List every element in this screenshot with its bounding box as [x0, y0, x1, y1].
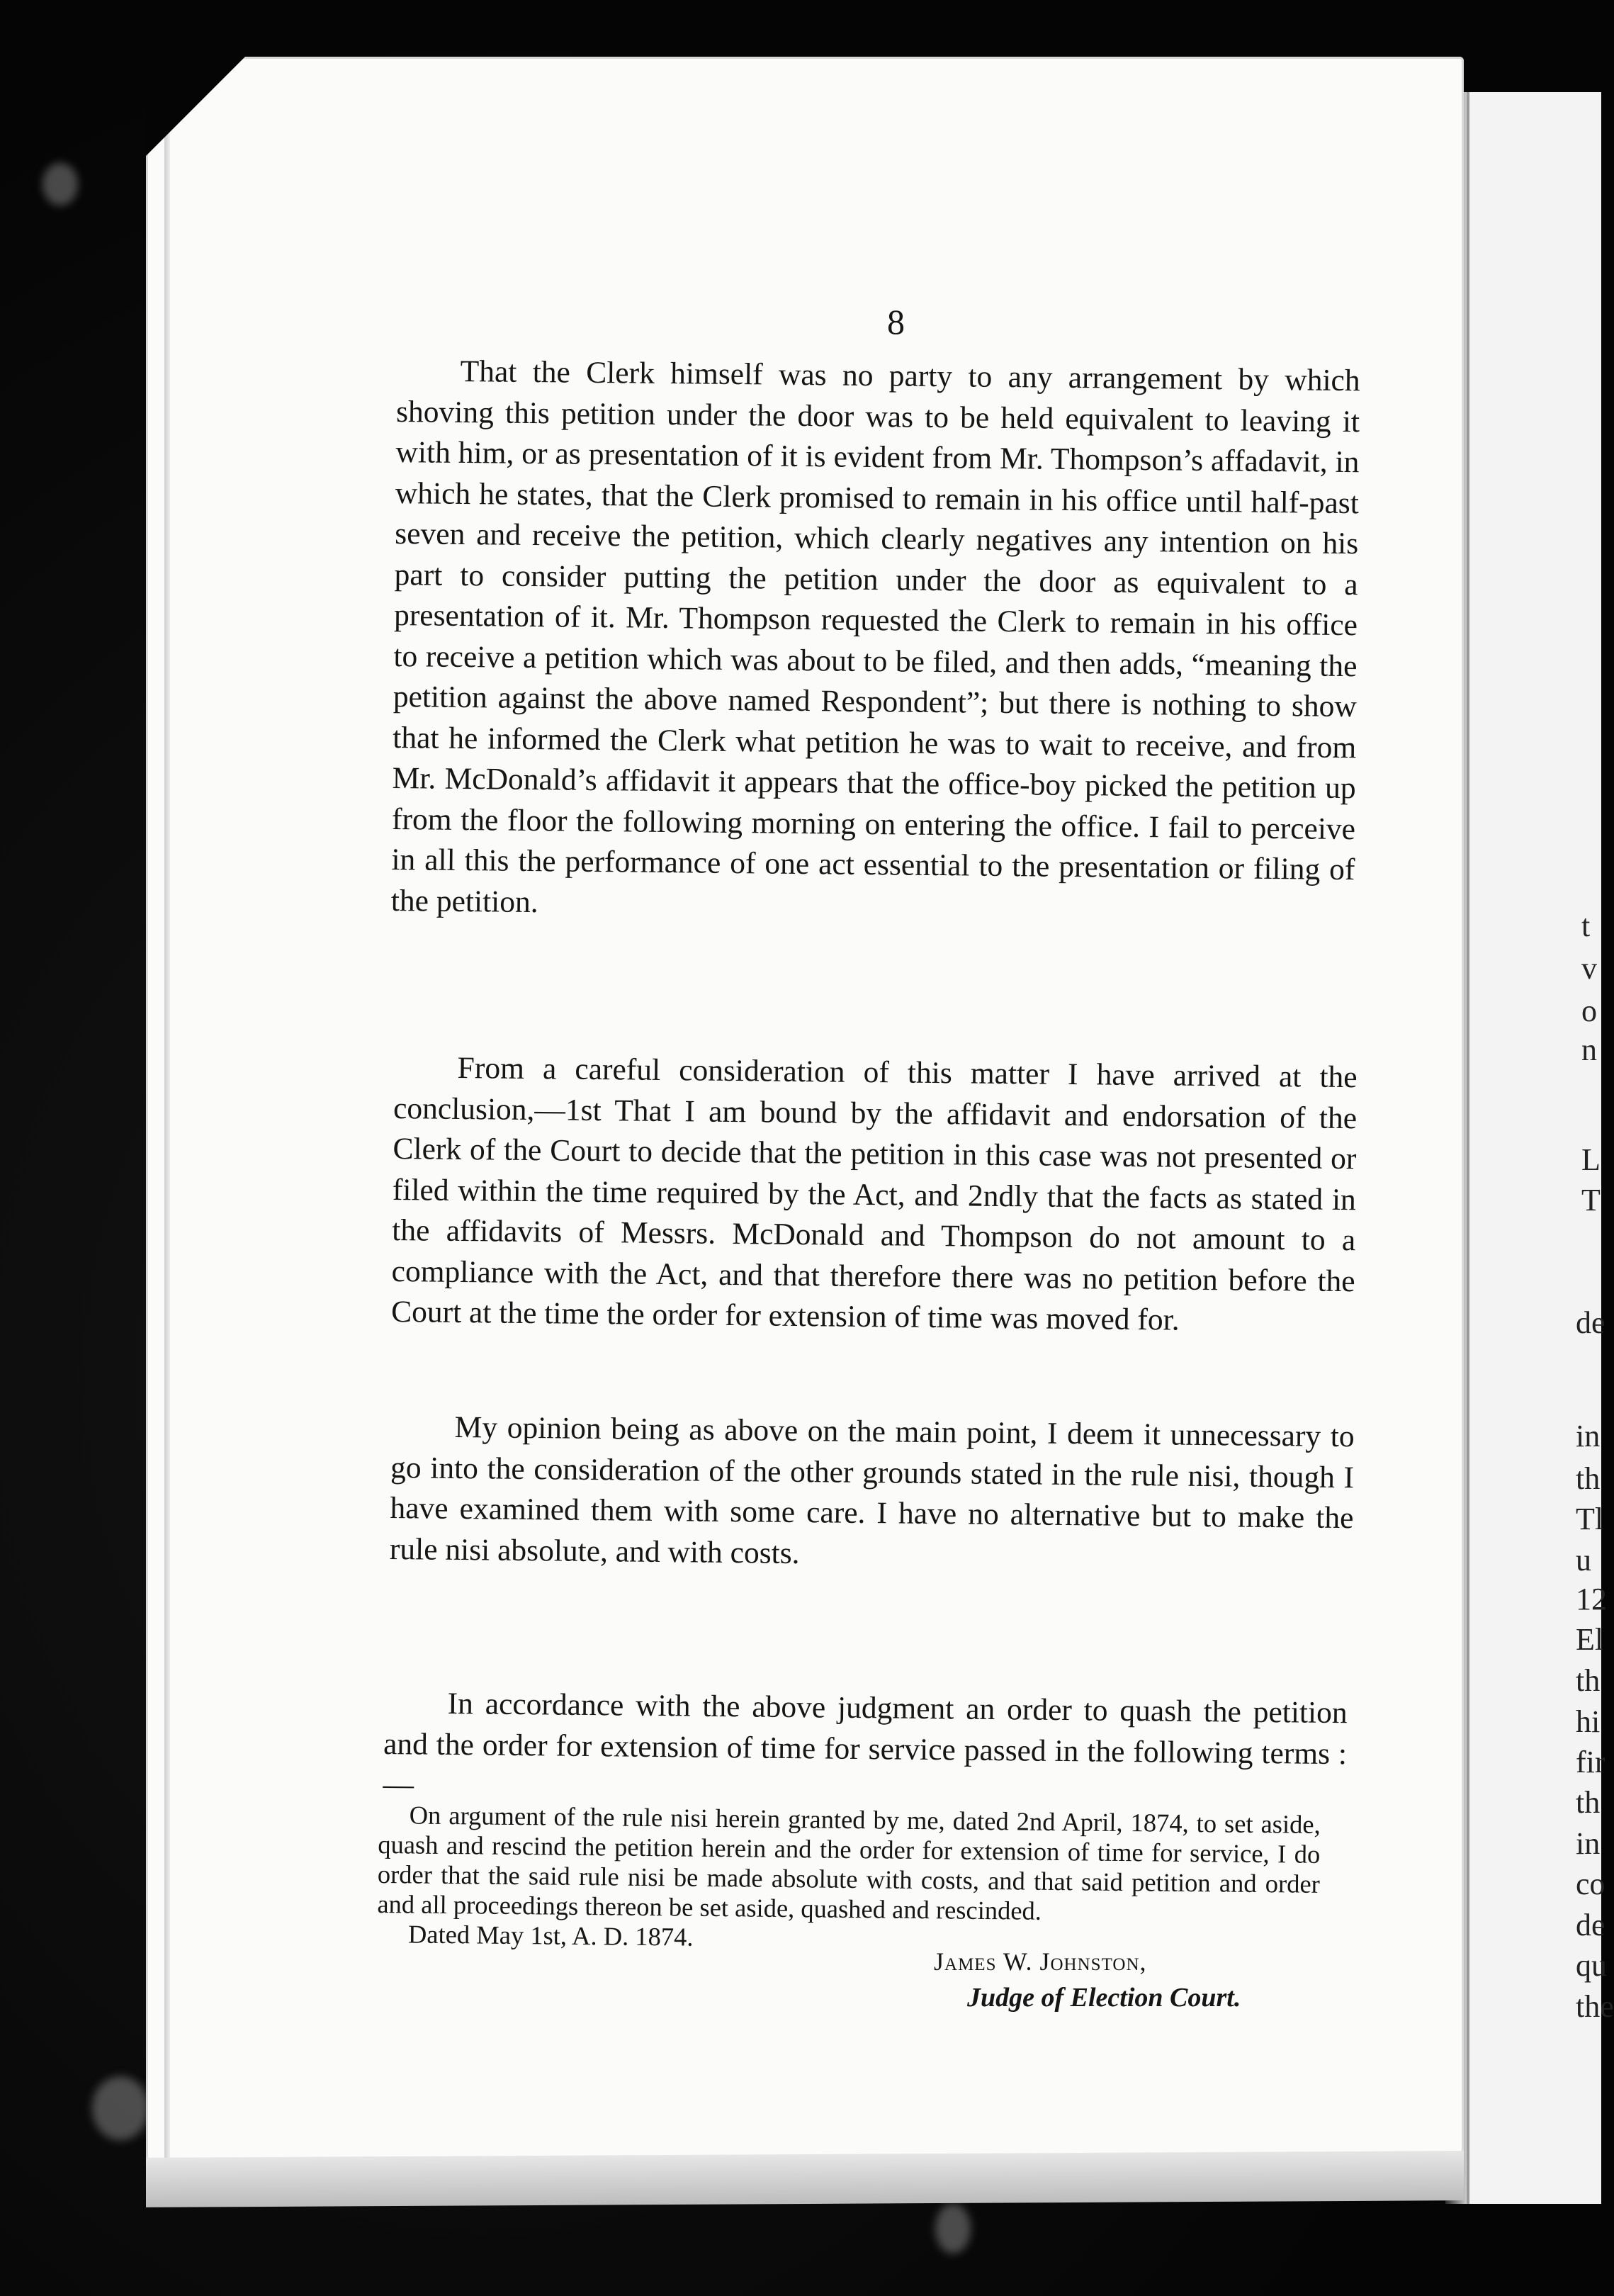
adjacent-page-text: El: [1576, 1622, 1604, 1657]
order-text: On argument of the rule nisi herein granted by me, dated 2nd April, 1874, to set aside, quash and rescind the petition herein and the order for extension of time for service, I do order that the said rule nisi be made absolute with costs, and that said petition and order and all proceedings thereon be set aside, quashed and rescinded.: [377, 1800, 1321, 1925]
paragraph-accordance: [383, 1683, 1348, 1816]
adjacent-page-text: the: [1576, 1989, 1614, 2024]
court-order: [377, 1800, 1321, 1959]
adjacent-page-text: o: [1581, 994, 1597, 1028]
paragraph-text: That the Clerk himself was no party to any arrangement by which shoving this petition under the door was to be held equivalent to leaving it with him, or as presentation of it is evident from Mr. Thompson’s affadavit, in which he states, that the Clerk promised to remain in his office until half-past seven and receive the petition, which clearly negatives any intention on his part to consider putting the petition under the door as equivalent to a presentation of it. Mr. Thompson requested the Clerk to remain in his office to receive a petition which was about to be filed, and then adds, “meaning the petition against the above named Respondent”; but there is nothing to show that he informed the Clerk what petition he was to wait to receive, and from Mr. McDonald’s affidavit it appears that the office-boy picked the petition up from the floor the following morning on entering the office. I fail to perceive in all this the performance of one act essential to the presentation or filing of the petition.: [390, 354, 1360, 919]
dust-speck: [43, 163, 78, 206]
page-edge-shadow: [164, 85, 170, 2197]
adjacent-page-text: th: [1576, 1461, 1601, 1496]
adjacent-page-text: de: [1576, 1305, 1605, 1340]
dog-ear-corner: [146, 57, 245, 156]
page-bottom-edge: [146, 2151, 1464, 2207]
signature-name: James W. Johnston,: [934, 1947, 1147, 1976]
adjacent-page-text: 12: [1576, 1582, 1607, 1616]
adjacent-page-text: th: [1576, 1663, 1601, 1698]
dust-speck: [92, 2076, 149, 2140]
adjacent-page-text: L: [1581, 1142, 1601, 1177]
paragraph-conclusion: [391, 1047, 1358, 1343]
paragraph-text: In accordance with the above judgment an order to quash the petition and the order for extension of time for service passed in the following terms :—: [383, 1686, 1348, 1802]
adjacent-page-text: de: [1576, 1908, 1605, 1942]
adjacent-page-text: T: [1581, 1183, 1601, 1217]
adjacent-page-text: in: [1576, 1826, 1601, 1861]
adjacent-page-text: v: [1581, 951, 1597, 986]
adjacent-page-text: co: [1576, 1867, 1605, 1901]
paragraph-clerk-arrangement: [391, 351, 1360, 931]
paragraph-opinion: [390, 1407, 1355, 1580]
page-number: 8: [887, 302, 905, 342]
adjacent-page-text: t: [1581, 908, 1591, 943]
adjacent-page-text: th: [1576, 1785, 1601, 1820]
paragraph-text: My opinion being as above on the main point, I deem it unnecessary to go into the consideration of the other grounds stated in the rule nisi, though I have examined them with some care. I have no alternative but to make the rule nisi absolute, and with costs.: [389, 1409, 1355, 1570]
adjacent-page-text: fir: [1576, 1745, 1605, 1779]
order-date: Dated May 1st, A. D. 1874.: [407, 1919, 694, 1952]
adjacent-page-text: u: [1576, 1543, 1591, 1577]
dust-speck: [935, 2204, 971, 2253]
adjacent-page-text: n: [1581, 1032, 1597, 1067]
signature-title: Judge of Election Court.: [967, 1983, 1241, 2013]
adjacent-page-text: in: [1576, 1419, 1601, 1453]
paragraph-text: From a careful consideration of this matter I have arrived at the conclusion,—1st That I am bound by the affidavit and endorsation of the Clerk of the Court to decide that the petition in this case was not presented or filed within the time required by the Act, and 2ndly that the facts as stated in the affidavits of Messrs. McDonald and Thompson do not amount to a compliance with the Act, and that therefore there was no petition before the Court at the time the order for extension of time was moved for.: [390, 1050, 1358, 1337]
adjacent-page-text: Tl: [1576, 1502, 1604, 1536]
adjacent-page-text: qu: [1576, 1948, 1607, 1983]
adjacent-page-text: hi: [1576, 1704, 1601, 1739]
